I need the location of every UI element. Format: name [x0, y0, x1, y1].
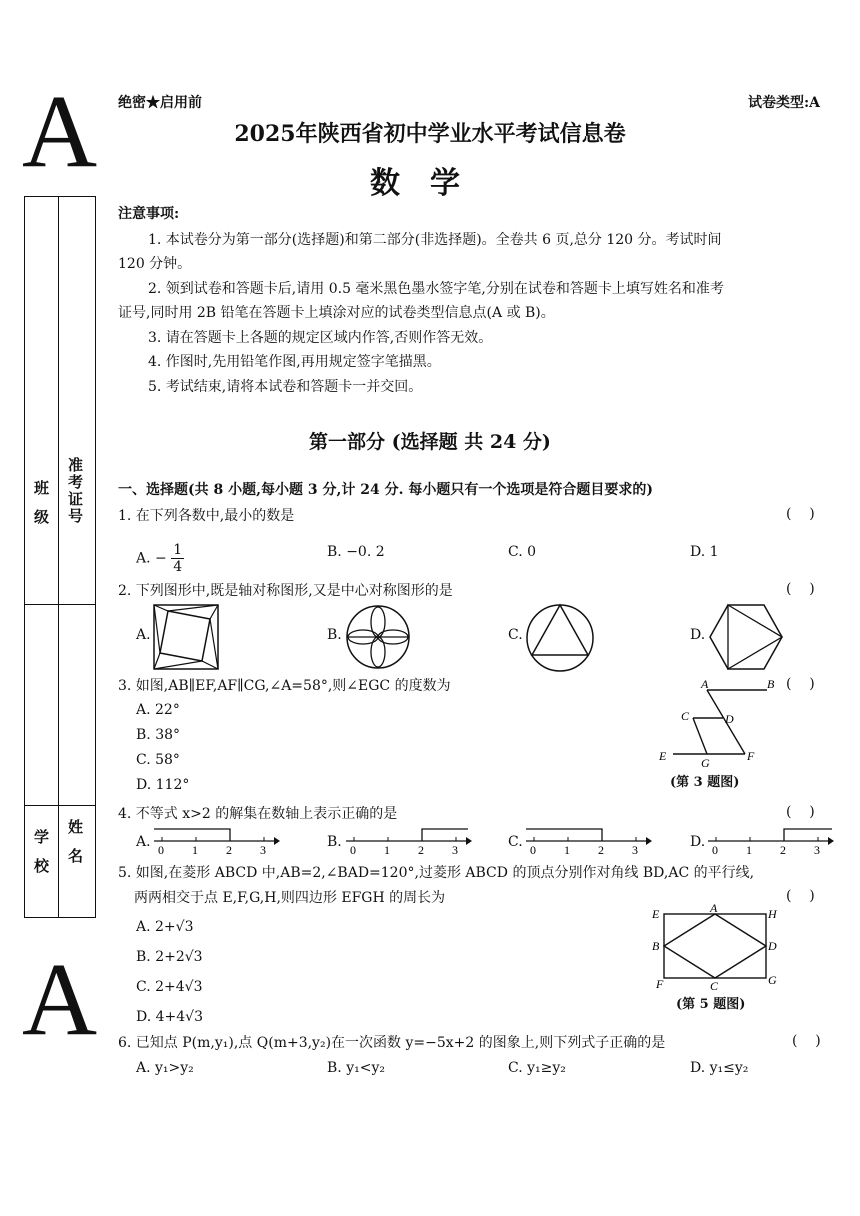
- q3-option-c: C. 58°: [136, 752, 180, 768]
- q5-stem-2: 两两相交于点 E,F,G,H,则四边形 EFGH 的周长为: [134, 890, 446, 906]
- q4c-tick-2: 2: [598, 843, 604, 856]
- q4a-tick-0: 0: [158, 843, 164, 856]
- q6-option-a: A. y₁>y₂: [136, 1060, 194, 1076]
- exam-title: 2025年陕西省初中学业水平考试信息卷: [234, 121, 626, 147]
- q3-option-a: A. 22°: [136, 702, 180, 718]
- q5-label-a: A: [710, 902, 718, 915]
- q4b-tick-2: 2: [418, 843, 424, 856]
- q5-label-h: H: [768, 907, 777, 921]
- q5-option-c: C. 2+4√3: [136, 979, 203, 995]
- q2-stem: 2. 下列图形中,既是轴对称图形,又是中心对称图形的是: [118, 583, 453, 599]
- note-2a: 2. 领到试卷和答题卡后,请用 0.5 毫米黑色墨水签字笔,分别在试卷和答题卡上填写姓名和准考: [148, 281, 724, 297]
- q2-option-b-label: B.: [327, 627, 342, 643]
- q1-answer-blank: ( ): [786, 506, 815, 522]
- q3-label-c: C: [681, 709, 690, 723]
- secret-label: 绝密★启用前: [118, 95, 202, 111]
- q3-label-e: E: [659, 749, 667, 763]
- note-3: 3. 请在答题卡上各题的规定区域内作答,否则作答无效。: [148, 330, 493, 346]
- q4b-tick-0: 0: [350, 843, 356, 856]
- q2-answer-blank: ( ): [786, 581, 815, 597]
- q3-label-f: F: [747, 749, 755, 763]
- q1-option-b: B. −0. 2: [327, 544, 385, 560]
- note-1a: 1. 本试卷分为第一部分(选择题)和第二部分(非选择题)。全卷共 6 页,总分 120 分。考试时间: [148, 232, 722, 248]
- note-2b: 证号,同时用 2B 铅笔在答题卡上填涂对应的试卷类型信息点(A 或 B)。: [118, 305, 555, 321]
- q4a-solution-ray: [154, 829, 230, 841]
- q5-label-g: G: [768, 973, 777, 987]
- q2-option-c-label: C.: [508, 627, 523, 643]
- q2d-triangle: [728, 605, 782, 669]
- q2-figure-d: [708, 603, 784, 671]
- q4d-tick-2: 2: [780, 843, 786, 856]
- q5-caption: (第 5 题图): [676, 997, 746, 1012]
- q2a-line: [154, 605, 160, 669]
- q3-label-b: B: [767, 678, 775, 691]
- school-label: 学校: [32, 829, 50, 887]
- q1-option-d: D. 1: [690, 544, 719, 560]
- q6-stem: 6. 已知点 P(m,y₁),点 Q(m+3,y₂)在一次函数 y=−5x+2 的图象上,则下列式子正确的是: [118, 1035, 666, 1051]
- q4-stem: 4. 不等式 x>2 的解集在数轴上表示正确的是: [118, 806, 398, 822]
- q5-label-f: F: [656, 977, 664, 991]
- q4c-tick-0: 0: [530, 843, 536, 856]
- q3-stem: 3. 如图,AB∥EF,AF∥CG,∠A=58°,则∠EGC 的度数为: [118, 678, 451, 694]
- q5-label-b: B: [652, 939, 660, 953]
- q2c-circle: [527, 605, 593, 671]
- q1-fraction: [171, 542, 184, 575]
- q4-number-line-b: [342, 824, 472, 856]
- name-label: 姓名: [66, 819, 84, 877]
- q2-figure-b: [344, 603, 412, 671]
- q4a-tick-1: 1: [192, 843, 198, 856]
- q4-answer-blank: ( ): [786, 804, 815, 820]
- q4d-tick-0: 0: [712, 843, 718, 856]
- q1-fraction-den: 4: [173, 559, 183, 575]
- q2d-hexagon: [710, 605, 782, 669]
- q5-label-e: E: [652, 907, 660, 921]
- q4c-solution-ray: [526, 829, 602, 841]
- q4a-tick-2: 2: [226, 843, 232, 856]
- q3-label-g: G: [701, 756, 710, 768]
- q4b-tick-3: 3: [452, 843, 458, 856]
- q5-answer-blank: ( ): [786, 888, 815, 904]
- q2-option-a-label: A.: [136, 627, 151, 643]
- q1-option-a-prefix: A. −: [136, 550, 167, 567]
- q3-option-b: B. 38°: [136, 727, 181, 743]
- q4c-tick-1: 1: [564, 843, 570, 856]
- q5-figure: [646, 902, 786, 992]
- q3-caption: (第 3 题图): [670, 775, 740, 790]
- q2-figure-c: [524, 601, 596, 673]
- side-divider: [25, 604, 95, 605]
- q4d-solution-ray: [784, 829, 832, 841]
- q2-figure-a: [152, 603, 220, 671]
- q2a-line: [154, 661, 218, 669]
- q4d-arrow: [828, 837, 834, 845]
- q4c-arrow: [646, 837, 652, 845]
- q5-option-b: B. 2+2√3: [136, 949, 203, 965]
- q1-option-a: [136, 542, 184, 575]
- q4-option-a-label: A.: [136, 834, 151, 850]
- q4-number-line-c: [522, 824, 652, 856]
- class-label: 班级: [32, 480, 50, 538]
- q5-option-a: A. 2+√3: [136, 919, 194, 935]
- q4-option-d-label: D.: [690, 834, 706, 850]
- note-1b: 120 分钟。: [118, 256, 192, 272]
- q4-number-line-a: [150, 824, 280, 856]
- q3-figure: [655, 678, 785, 768]
- q5-rectangle-efgh: [664, 914, 766, 978]
- q4-option-c-label: C.: [508, 834, 523, 850]
- q3-label-d: D: [725, 712, 734, 726]
- note-4: 4. 作图时,先用铅笔作图,再用规定签字笔描黑。: [148, 354, 441, 370]
- q1-option-c: C. 0: [508, 544, 537, 560]
- notes-heading: 注意事项:: [118, 206, 180, 222]
- part1-instructions: 一、选择题(共 8 小题,每小题 3 分,计 24 分. 每小题只有一个选项是符合题目要求的): [118, 482, 653, 498]
- side-divider: [58, 197, 59, 917]
- q2-option-d-label: D.: [690, 627, 706, 643]
- q4d-tick-1: 1: [746, 843, 752, 856]
- q5-label-d: D: [768, 939, 777, 953]
- q4-number-line-d: [704, 824, 836, 856]
- q4-option-b-label: B.: [327, 834, 342, 850]
- q5-stem: 5. 如图,在菱形 ABCD 中,AB=2,∠BAD=120°,过菱形 ABCD 的顶点分别作对角线 BD,AC 的平行线,: [118, 865, 755, 881]
- q4c-tick-3: 3: [632, 843, 638, 856]
- q2a-line: [210, 605, 218, 669]
- subject-title: 数学: [370, 166, 490, 201]
- paper-type-letter-top: A: [22, 74, 98, 189]
- q1-stem: 1. 在下列各数中,最小的数是: [118, 508, 295, 524]
- q5-label-c: C: [710, 979, 719, 992]
- q4a-tick-3: 3: [260, 843, 266, 856]
- q5-option-d: D. 4+4√3: [136, 1009, 203, 1025]
- student-info-box: [24, 196, 96, 918]
- q6-option-c: C. y₁≥y₂: [508, 1060, 566, 1076]
- q3-option-d: D. 112°: [136, 777, 190, 793]
- q4b-arrow: [466, 837, 472, 845]
- q3-label-a: A: [701, 678, 709, 691]
- q4b-solution-ray: [422, 829, 468, 841]
- q2a-line: [154, 605, 218, 611]
- q1-fraction-num: 1: [173, 542, 183, 558]
- q4d-tick-3: 3: [814, 843, 820, 856]
- q3-line-cg: [693, 718, 707, 754]
- part1-title: 第一部分 (选择题 共 24 分): [309, 431, 551, 453]
- paper-type-label: 试卷类型:A: [748, 95, 821, 111]
- note-5: 5. 考试结束,请将本试卷和答题卡一并交回。: [148, 379, 423, 395]
- q4b-tick-1: 1: [384, 843, 390, 856]
- q5-rhombus-abcd: [664, 914, 766, 978]
- exam-number-label: 准考证号: [66, 457, 84, 525]
- paper-type-letter-bottom: A: [22, 942, 98, 1057]
- q6-answer-blank: ( ): [792, 1033, 821, 1049]
- q4a-arrow: [274, 837, 280, 845]
- q3-answer-blank: ( ): [786, 676, 815, 692]
- q2a-inner-square: [160, 611, 210, 661]
- side-divider: [25, 805, 95, 806]
- q2c-triangle: [532, 605, 588, 655]
- q6-option-b: B. y₁<y₂: [327, 1060, 385, 1076]
- q6-option-d: D. y₁≤y₂: [690, 1060, 749, 1076]
